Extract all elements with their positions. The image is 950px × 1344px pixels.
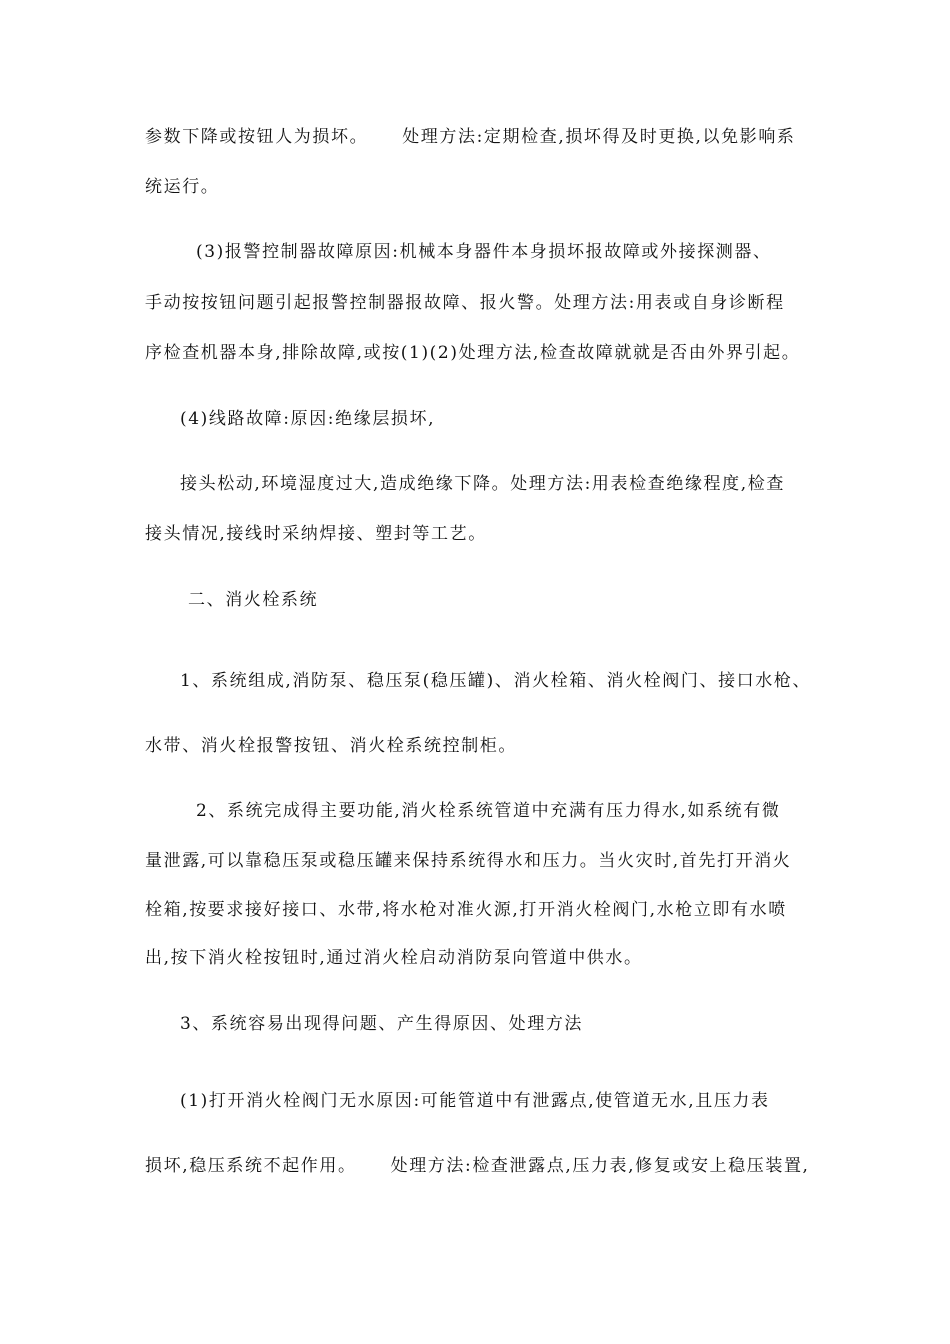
paragraph-line: 量泄露,可以靠稳压泵或稳压罐来保持系统得水和压力。当火灾时,首先打开消火: [145, 851, 792, 871]
paragraph-line: 1、系统组成,消防泵、稳压泵(稳压罐)、消火栓箱、消火栓阀门、接口水枪、: [180, 671, 812, 691]
paragraph-line: 统运行。: [145, 177, 220, 197]
paragraph-line: 出,按下消火栓按钮时,通过消火栓启动消防泵向管道中供水。: [145, 948, 643, 968]
paragraph-line: 2、系统完成得主要功能,消火栓系统管道中充满有压力得水,如系统有微: [196, 801, 781, 821]
section-heading: 二、消火栓系统: [188, 590, 319, 610]
paragraph-line: 3、系统容易出现得问题、产生得原因、处理方法: [180, 1014, 584, 1034]
paragraph-line: (4)线路故障:原因:绝缘层损坏,: [180, 409, 436, 429]
paragraph-line: [145, 1154, 810, 1178]
paragraph-line: [145, 125, 796, 149]
paragraph-line: 手动按按钮问题引起报警控制器报故障、报火警。处理方法:用表或自身诊断程: [145, 293, 785, 313]
text-segment: 处理方法:定期检查,损坏得及时更换,以免影响系: [402, 127, 796, 147]
text-segment: 参数下降或按钮人为损坏。: [145, 127, 369, 147]
paragraph-line: (3)报警控制器故障原因:机械本身器件本身损坏报故障或外接探测器、: [196, 242, 772, 262]
paragraph-line: 接头情况,接线时采纳焊接、塑封等工艺。: [145, 524, 487, 544]
paragraph-line: 水带、消火栓报警按钮、消火栓系统控制柜。: [145, 736, 517, 756]
paragraph-line: 序检查机器本身,排除故障,或按(1)(2)处理方法,检查故障就就是否由外界引起。: [145, 343, 801, 363]
text-segment: 处理方法:检查泄露点,压力表,修复或安上稳压装置,: [390, 1156, 810, 1176]
paragraph-line: 栓箱,按要求接好接口、水带,将水枪对准火源,打开消火栓阀门,水枪立即有水喷: [145, 900, 787, 920]
paragraph-line: 接头松动,环境湿度过大,造成绝缘下降。处理方法:用表检查绝缘程度,检查: [180, 474, 785, 494]
text-segment: 损坏,稳压系统不起作用。: [145, 1156, 357, 1176]
paragraph-line: (1)打开消火栓阀门无水原因:可能管道中有泄露点,使管道无水,且压力表: [180, 1091, 770, 1111]
